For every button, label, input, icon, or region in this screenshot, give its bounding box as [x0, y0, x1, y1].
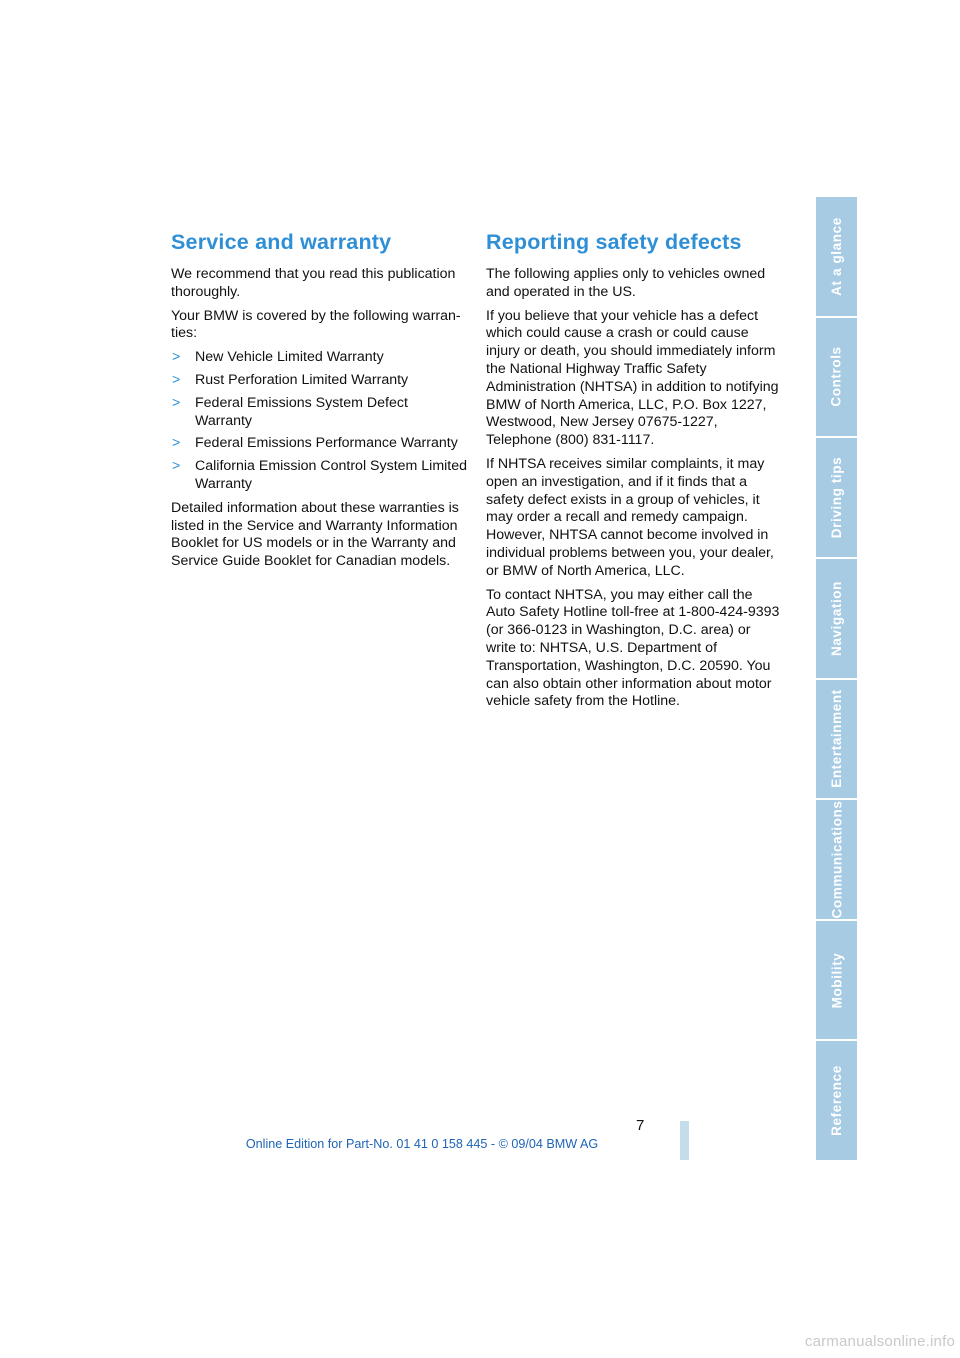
- tab-entertainment[interactable]: Entertainment: [816, 680, 857, 799]
- bullet-icon: >: [172, 349, 181, 366]
- warranty-list: [171, 349, 468, 494]
- chapter-tabs: [816, 197, 857, 1160]
- right-column: [486, 228, 780, 717]
- bullet-icon: >: [172, 435, 181, 452]
- applies-us-paragraph: The following applies only to vehicles owned and operated in the US.: [486, 266, 766, 300]
- list-item: > California Emission Control System Limited Warranty: [172, 458, 468, 492]
- safety-defects-heading: Reporting safety defects: [486, 230, 742, 254]
- investigation-paragraph: If NHTSA receives similar complaints, it may open an investigation, and if it finds that a safety defect exists in a group of vehicles, it may order a recall and remedy campaign. However, NHTSA cannot become involved in individual problems between you, your dealer, or BMW of North America, LLC.: [486, 455, 774, 579]
- bullet-icon: >: [172, 394, 181, 411]
- coverage-intro-paragraph: Your BMW is covered by the following warran-ties:: [171, 307, 461, 342]
- defect-inform-paragraph: If you believe that your vehicle has a defect which could cause a crash or could cause injury or death, you should immediately inform the National Highway Traffic Safety Administration (NHTSA) in addition to notifying BMW of North America, LLC, P.O. Box 1227, Westwood, New Jersey 07675-1227, Telephone (800) 831-1117.: [486, 307, 779, 449]
- watermark: carmanualsonline.info: [804, 1333, 955, 1350]
- tab-at-a-glance[interactable]: At a glance: [816, 197, 857, 316]
- service-warranty-heading: Service and warranty: [171, 230, 392, 254]
- page-number: 7: [636, 1117, 645, 1134]
- list-item: > New Vehicle Limited Warranty: [172, 349, 384, 366]
- tab-driving-tips[interactable]: Driving tips: [816, 438, 857, 557]
- footer-edition: Online Edition for Part-No. 01 41 0 158 445 - © 09/04 BMW AG: [245, 1137, 599, 1151]
- tab-mobility[interactable]: Mobility: [816, 921, 857, 1040]
- tab-reference[interactable]: Reference: [816, 1041, 857, 1160]
- list-item: > Federal Emissions Performance Warranty: [172, 435, 458, 452]
- contact-nhtsa-paragraph: To contact NHTSA, you may either call the Auto Safety Hotline toll-free at 1-800-424-9393 (or 366-0123 in Washington, D.C. area) or write to: NHTSA, U.S. Department of Transportation, Washington, D.C. 20590. You can also obtain other information about motor vehicle safety from the Hotline.: [486, 586, 780, 710]
- tab-navigation[interactable]: Navigation: [816, 559, 857, 678]
- list-item: > Federal Emissions System Defect Warranty: [172, 394, 408, 429]
- tab-controls[interactable]: Controls: [816, 318, 857, 437]
- left-column: [171, 228, 468, 577]
- tab-communications[interactable]: Communications: [816, 800, 857, 919]
- details-paragraph: Detailed information about these warranties is listed in the Service and Warranty Information Booklet for US models or in the Warranty and Service Guide Booklet for Canadian models.: [171, 499, 459, 570]
- recommend-paragraph: We recommend that you read this publication thoroughly.: [171, 266, 456, 300]
- bullet-icon: >: [172, 458, 181, 475]
- list-item: > Rust Perforation Limited Warranty: [172, 371, 409, 388]
- bullet-icon: >: [172, 371, 181, 388]
